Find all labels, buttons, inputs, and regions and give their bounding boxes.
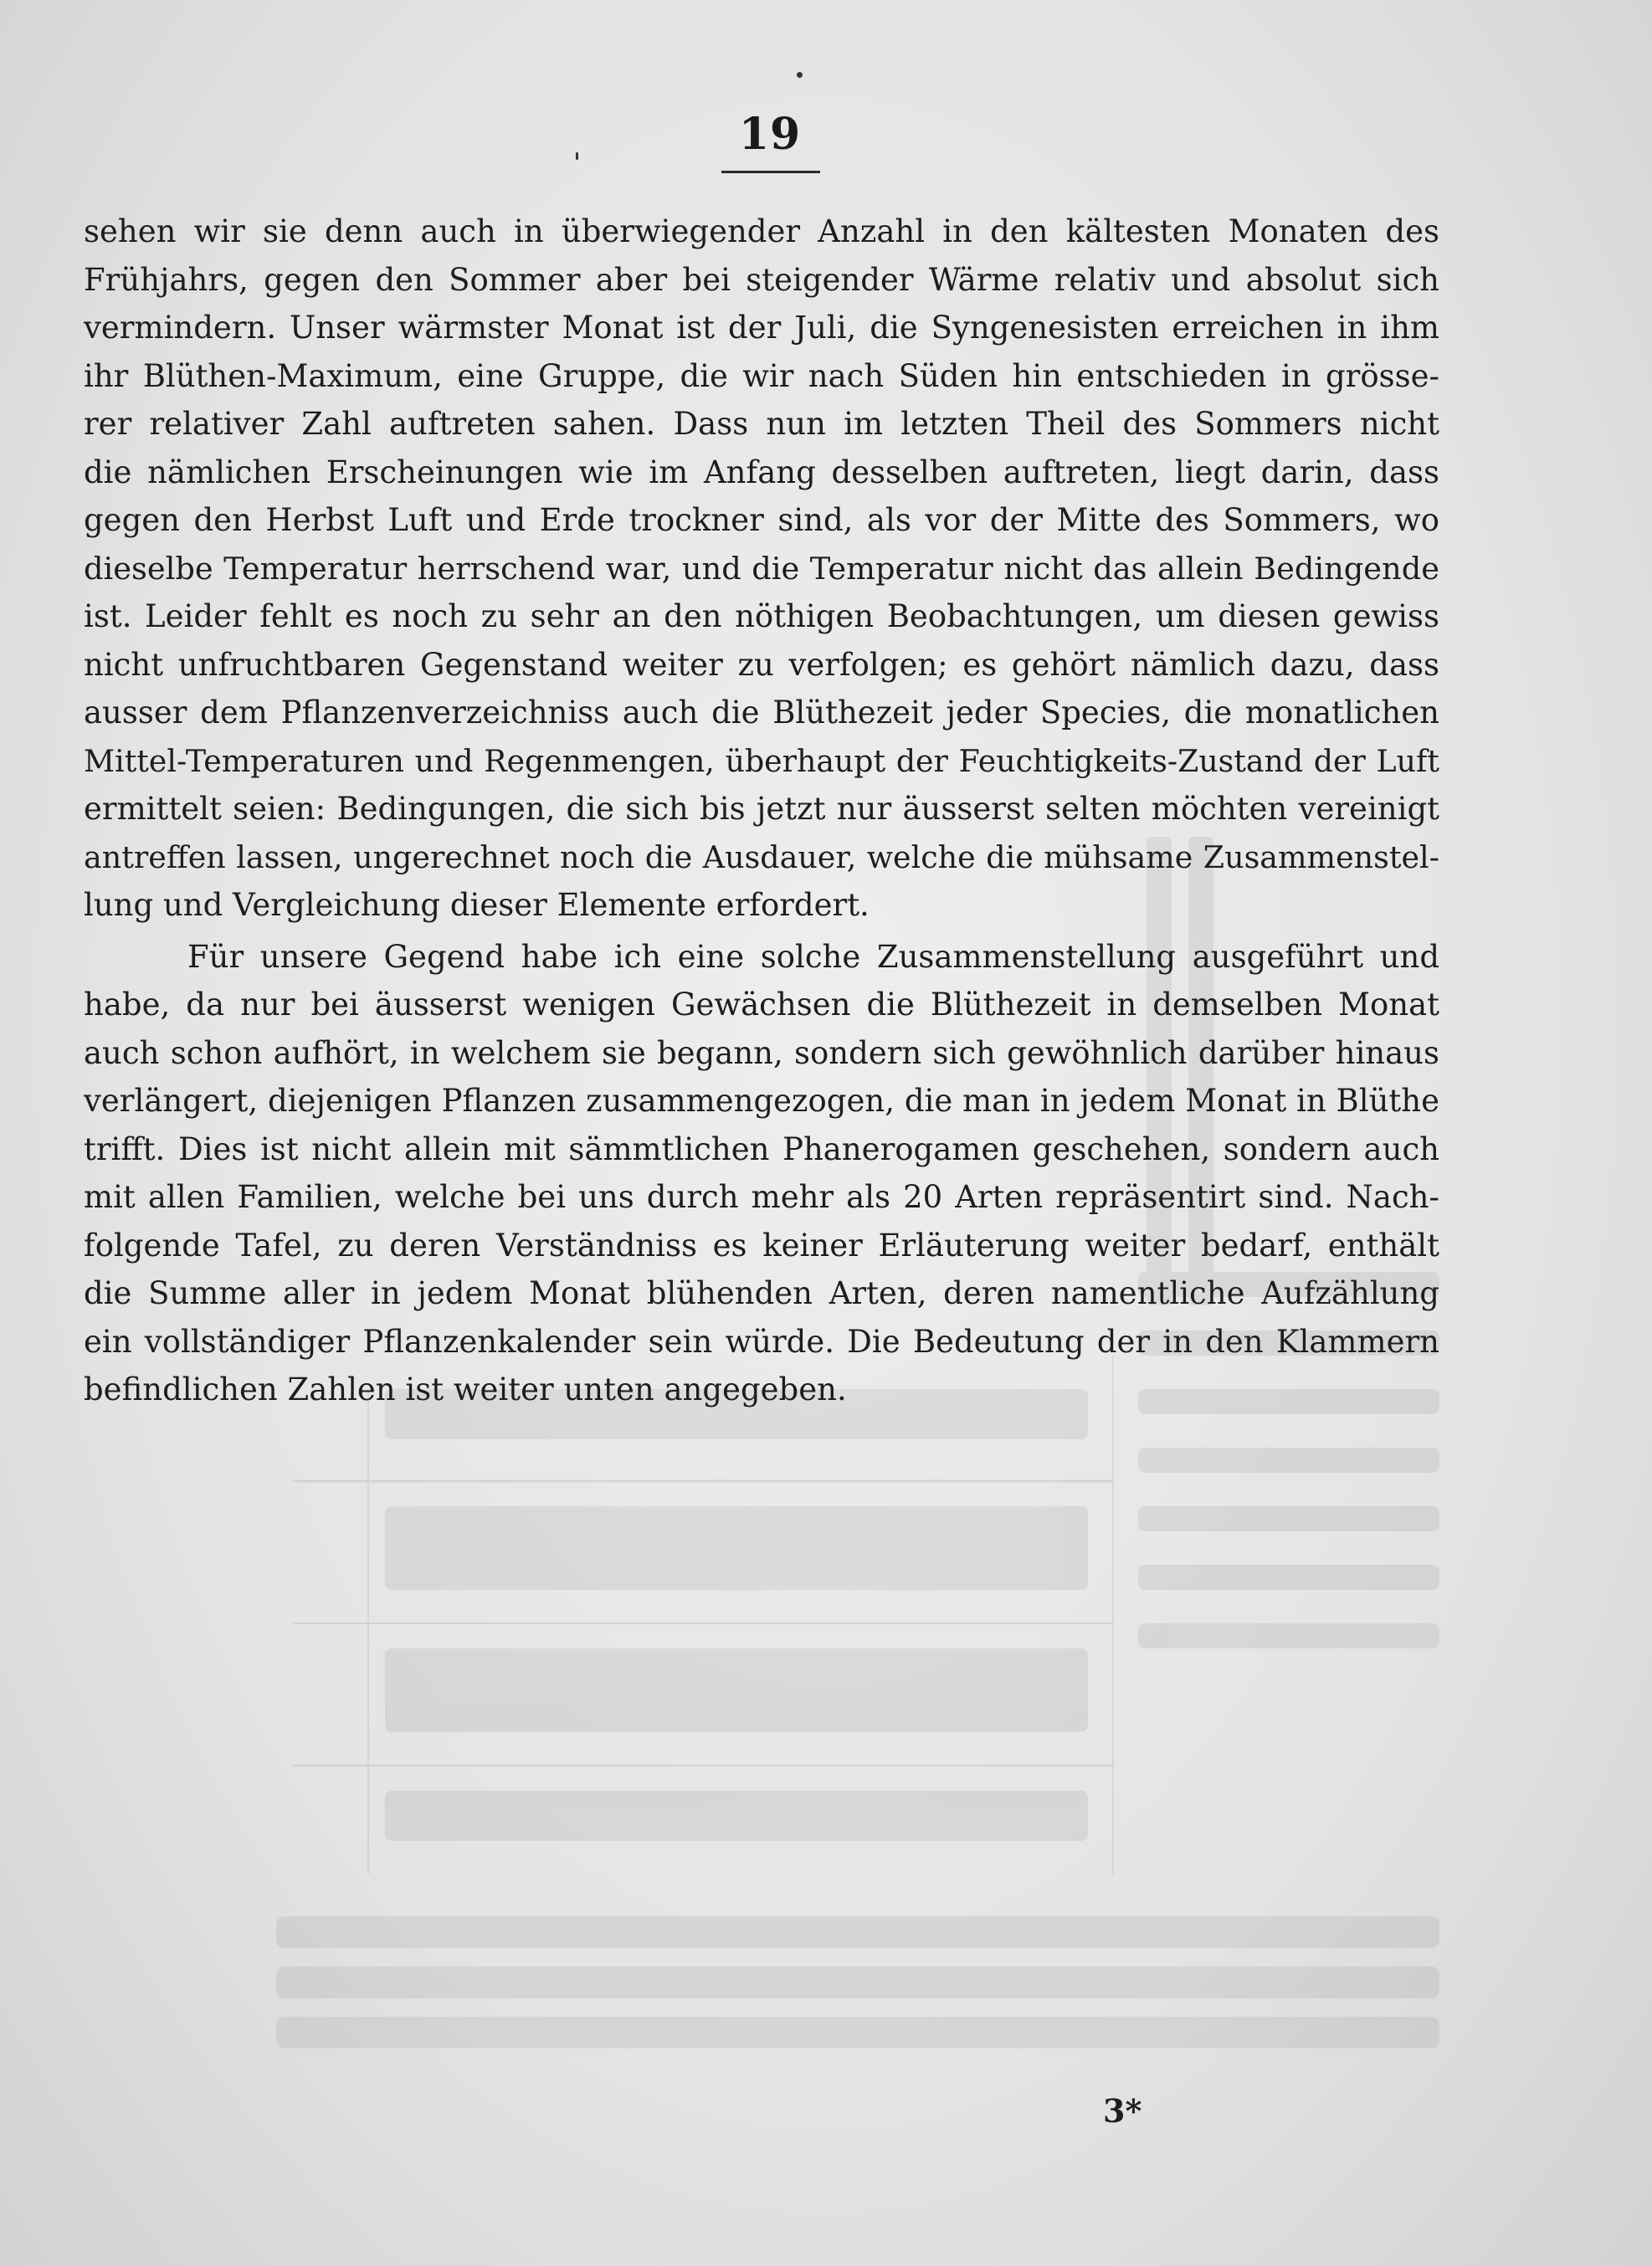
text-line: antreffen lassen, ungerechnet noch die Ausdauer, welche die mühsame Zusammenstel- <box>84 838 1439 875</box>
text-line: ausser dem Pflanzenverzeichniss auch die Blüthezeit jeder Species, die monatlichen <box>84 695 1439 731</box>
ink-speck <box>797 72 803 78</box>
text-line: trifft. Dies ist nicht allein mit sämmtlichen Phanerogamen geschehen, sondern auch <box>84 1130 1439 1167</box>
text-line: ihr Blüthen-Maximum, eine Gruppe, die wir nach Süden hin entschieden in grösse- <box>84 357 1439 394</box>
text-line: ist. Leider fehlt es noch zu sehr an den nöthigen Beobachtungen, um diesen gewiss <box>84 598 1439 634</box>
page-number: 19 <box>738 109 802 160</box>
text-line: nicht unfruchtbaren Gegenstand weiter zu verfolgen; es gehört nämlich dazu, dass <box>84 646 1439 683</box>
paragraph-2 <box>84 933 1439 1414</box>
text-line: dieselbe Temperatur herrschend war, und die Temperatur nicht das allein Bedingende <box>84 550 1439 587</box>
text-line: vermindern. Unser wärmster Monat ist der Juli, die Syngenesisten erreichen in ihm <box>84 310 1439 346</box>
text-line: ein vollständiger Pflanzenkalender sein würde. Die Bedeutung der in den Klammern <box>84 1323 1439 1360</box>
text-line: die nämlichen Erscheinungen wie im Anfang desselben auftreten, liegt darin, dass <box>84 454 1439 490</box>
text-line: Frühjahrs, gegen den Sommer aber bei steigender Wärme relativ und absolut sich <box>84 261 1439 298</box>
paragraph-1 <box>84 208 1439 930</box>
text-line: rer relativer Zahl auftreten sahen. Dass nun im letzten Theil des Sommers nicht <box>84 406 1439 442</box>
text-line: befindlichen Zahlen ist weiter unten angegeben. <box>84 1371 847 1407</box>
text-line: sehen wir sie denn auch in überwiegender Anzahl in den kältesten Monaten des <box>84 213 1439 249</box>
text-line: gegen den Herbst Luft und Erde trockner sind, als vor der Mitte des Sommers, wo <box>84 502 1439 538</box>
text-line: die Summe aller in jedem Monat blühenden Arten, deren namentliche Aufzählung <box>84 1275 1439 1311</box>
text-line: Mittel-Temperaturen und Regenmengen, überhaupt der Feuchtigkeits-Zustand der Luft <box>84 742 1439 779</box>
page-number-rule <box>721 171 820 173</box>
text-line: habe, da nur bei äusserst wenigen Gewächsen die Blüthezeit in demselben Monat <box>84 987 1439 1023</box>
text-line: mit allen Familien, welche bei uns durch mehr als 20 Arten repräsentirt sind. Nach- <box>84 1179 1439 1215</box>
signature-mark: 3* <box>1103 2092 1142 2130</box>
body-text <box>84 208 1439 1414</box>
text-line: verlängert, diejenigen Pflanzen zusammengezogen, die man in jedem Monat in Blüthe <box>84 1083 1439 1119</box>
text-line: auch schon aufhört, in welchem sie begann, sondern sich gewöhnlich darüber hinaus <box>84 1034 1439 1071</box>
text-line: ermittelt seien: Bedingungen, die sich bis jetzt nur äusserst selten möchten vereinigt <box>84 791 1439 827</box>
text-line: lung und Vergleichung dieser Elemente erfordert. <box>84 887 870 923</box>
ink-speck <box>576 152 578 160</box>
text-line: Für unsere Gegend habe ich eine solche Zusammenstellung ausgeführt und <box>187 938 1439 975</box>
text-line: folgende Tafel, zu deren Verständniss es keiner Erläuterung weiter bedarf, enthält <box>84 1227 1439 1264</box>
